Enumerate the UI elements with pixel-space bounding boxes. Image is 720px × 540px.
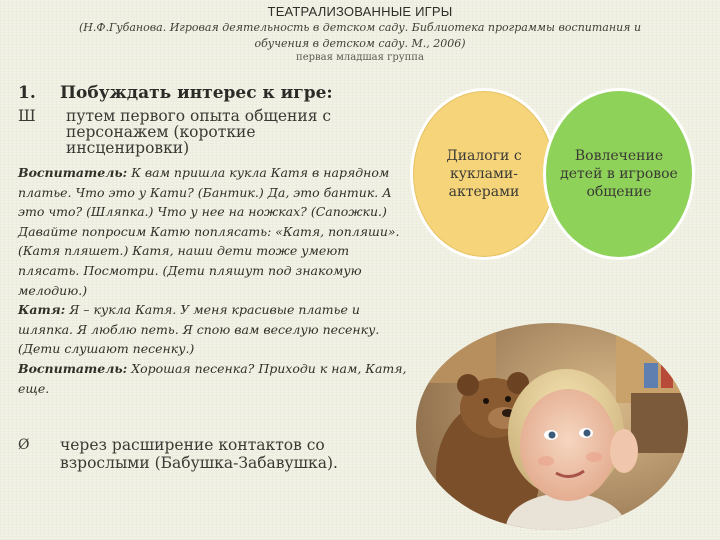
dialog-text: К вам пришла кукла Катя в нарядном платье. Что это у Кати? (Бантик.) Да, это бантик. А это что? (Шляпка.) Что у нее на ножках? (Сапожки.) Давайте попросим Катю поплясать: «Катя, попляши». (Катя пляшет.) Катя, наши дети тоже умеют плясать. Посмотри. (Дети пляшут под знакомую мелодию.) <box>18 165 400 298</box>
sub-point-marker: Ш <box>18 107 36 125</box>
dialog-text: Я – кукла Катя. У меня красивые платье и шляпка. Я люблю петь. Я спою вам веселую песенку. (Дети слушают песенку.) <box>18 302 380 357</box>
reference-line-1: (Н.Ф.Губанова. Игровая деятельность в детском саду. Библиотека программы воспитания и <box>78 21 642 34</box>
dialog-speaker: Воспитатель: <box>18 360 128 376</box>
dialog-line <box>18 300 410 359</box>
circle-involvement <box>543 88 695 260</box>
photo-illustration <box>416 323 688 530</box>
arrow-bullet-icon: Ø <box>18 437 30 453</box>
group-label: первая младшая группа <box>296 52 424 63</box>
dialog-speaker: Катя: <box>18 302 66 318</box>
page-title: ТЕАТРАЛИЗОВАННЫЕ ИГРЫ <box>267 4 453 19</box>
circle-dialogs-label: Диалоги с куклами-актерами <box>446 148 522 200</box>
bullet-point <box>18 436 398 472</box>
dialog-line <box>18 163 410 300</box>
point-1 <box>18 83 333 103</box>
dialog-speaker: Воспитатель: <box>18 165 128 180</box>
sub-point-text: путем первого опыта общения с персонажем (короткие инсценировки) <box>66 107 332 157</box>
circle-dialogs <box>410 88 558 260</box>
circle-involvement-label: Вовлечение детей в игровое общение <box>560 148 678 200</box>
point-1-title: Побуждать интерес к игре: <box>60 83 333 103</box>
bullet-text: через расширение контактов со взрослыми (Бабушка-Забавушка). <box>60 436 338 472</box>
sub-point <box>18 108 373 156</box>
reference-line-2: обучения в детском саду. М., 2006) <box>254 37 466 50</box>
dialog-block <box>18 163 410 398</box>
dialog-text: Хорошая песенка? Приходи к нам, Катя, еще. <box>18 360 407 396</box>
dialog-line <box>18 359 410 398</box>
point-1-number: 1. <box>18 83 36 103</box>
header <box>20 4 700 63</box>
child-with-puppet-photo <box>416 323 688 530</box>
